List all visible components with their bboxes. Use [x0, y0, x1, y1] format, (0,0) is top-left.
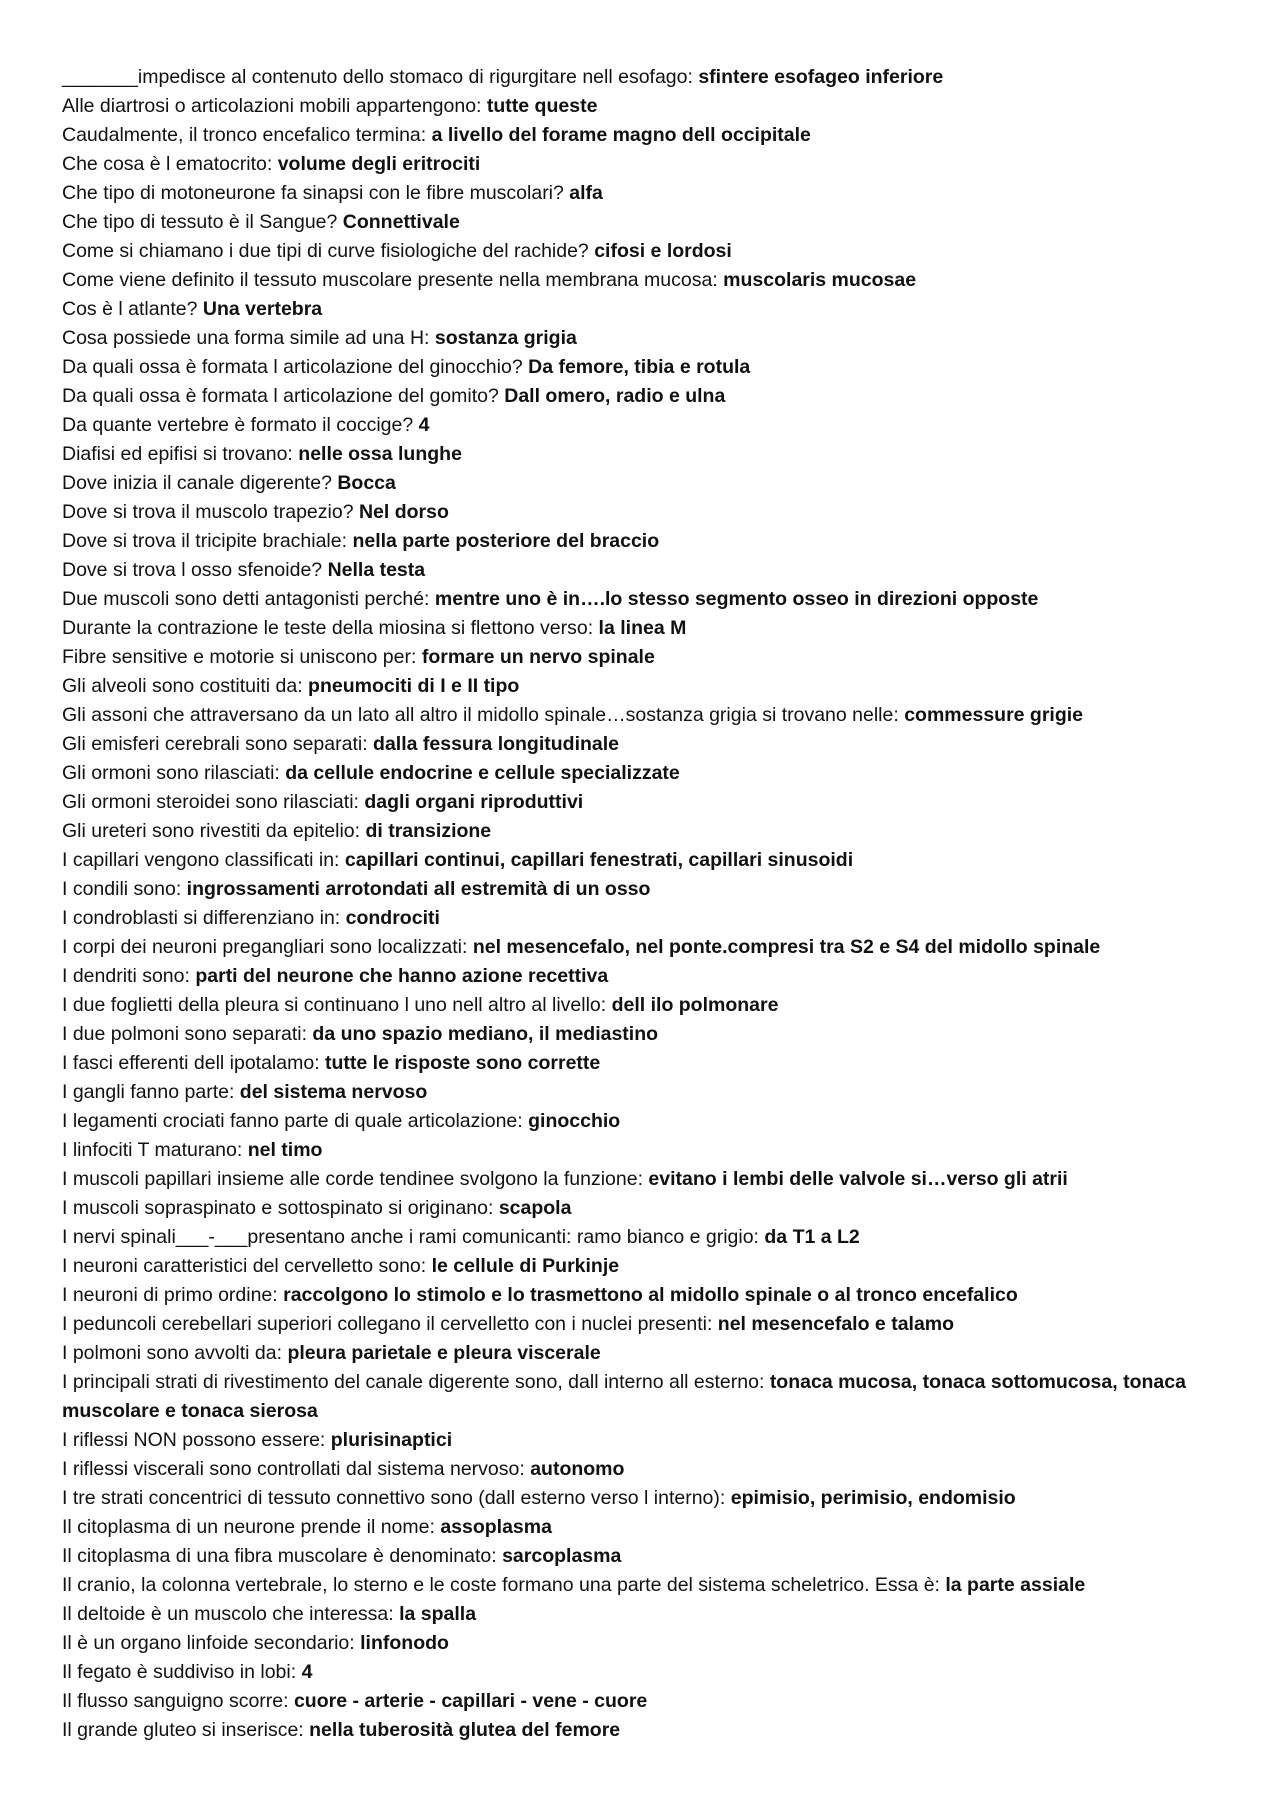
qa-line [62, 1136, 1272, 1165]
answer-text: epimisio, perimisio, endomisio [730, 1487, 1016, 1509]
question-text: Che tipo di motoneurone fa sinapsi con le fibre muscolari? [62, 182, 570, 204]
question-text: Da quali ossa è formata l articolazione del ginocchio? [62, 356, 529, 378]
answer-text: da cellule endocrine e cellule specializzate [285, 762, 680, 784]
qa-line [62, 1426, 1272, 1455]
qa-line [62, 121, 1272, 150]
question-text: I tre strati concentrici di tessuto connettivo sono (dall esterno verso l interno): [62, 1487, 731, 1509]
qa-line [62, 1252, 1272, 1281]
question-text: Che tipo di tessuto è il Sangue? [62, 211, 343, 233]
answer-text: di transizione [365, 820, 492, 842]
question-text: Caudalmente, il tronco encefalico termina: [62, 124, 432, 146]
qa-line [62, 1600, 1272, 1629]
answer-text: Una vertebra [202, 298, 323, 320]
qa-line [62, 904, 1272, 933]
question-text: Gli ormoni sono rilasciati: [62, 762, 286, 784]
question-text: I peduncoli cerebellari superiori collegano il cervelletto con i nuclei presenti: [62, 1313, 718, 1335]
answer-text: assoplasma [440, 1516, 552, 1538]
question-text: Gli emisferi cerebrali sono separati: [62, 733, 374, 755]
answer-text: ingrossamenti arrotondati all estremità di un osso [186, 878, 651, 900]
qa-line [62, 1658, 1272, 1687]
question-text: I principali strati di rivestimento del canale digerente sono, dall interno all esterno: [62, 1371, 770, 1393]
qa-line [62, 1484, 1272, 1513]
answer-text: 4 [418, 414, 430, 436]
answer-text: sostanza grigia [434, 327, 577, 349]
qa-line [62, 1310, 1272, 1339]
answer-text: nel timo [247, 1139, 323, 1161]
qa-line [62, 498, 1272, 527]
question-text: Gli alveoli sono costituiti da: [62, 675, 309, 697]
question-text: Dove si trova il tricipite brachiale: [62, 530, 353, 552]
question-text: Dove inizia il canale digerente? [62, 472, 338, 494]
answer-text: mentre uno è in….lo stesso segmento osseo in direzioni opposte [434, 588, 1039, 610]
qa-line [62, 353, 1272, 382]
qa-line [62, 585, 1272, 614]
qa-line [62, 1542, 1272, 1571]
answer-text: del sistema nervoso [239, 1081, 428, 1103]
qa-line [62, 1049, 1272, 1078]
question-text: I due foglietti della pleura si continuano l uno nell altro al livello: [62, 994, 612, 1016]
question-text: Come si chiamano i due tipi di curve fisiologiche del rachide? [62, 240, 595, 262]
question-text: Alle diartrosi o articolazioni mobili appartengono: [62, 95, 487, 117]
question-text: I polmoni sono avvolti da: [62, 1342, 288, 1364]
qa-line [62, 63, 1272, 92]
qa-line [62, 1020, 1272, 1049]
qa-line [62, 1455, 1272, 1484]
question-text: I legamenti crociati fanno parte di quale articolazione: [62, 1110, 529, 1132]
qa-line [62, 1629, 1272, 1658]
answer-text: pneumociti di I e II tipo [308, 675, 520, 697]
qa-line [62, 1513, 1272, 1542]
answer-text: 4 [301, 1661, 313, 1683]
answer-text: tutte queste [486, 95, 598, 117]
answer-text: tonaca mucosa, tonaca sottomucosa, tonaca muscolare e tonaca sierosa [62, 1371, 1186, 1422]
answer-text: dell ilo polmonare [611, 994, 779, 1016]
qa-line [62, 991, 1272, 1020]
question-text: Il flusso sanguigno scorre: [62, 1690, 294, 1712]
qa-line [62, 1281, 1272, 1310]
qa-line [62, 556, 1272, 585]
question-text: I fasci efferenti dell ipotalamo: [62, 1052, 326, 1074]
answer-text: condrociti [345, 907, 440, 929]
answer-text: alfa [569, 182, 603, 204]
qa-line [62, 730, 1272, 759]
answer-text: dalla fessura longitudinale [373, 733, 620, 755]
answer-text: Nella testa [327, 559, 426, 581]
answer-text: nelle ossa lunghe [298, 443, 462, 465]
answer-text: linfonodo [360, 1632, 449, 1654]
answer-text: parti del neurone che hanno azione recettiva [195, 965, 609, 987]
qa-line [62, 643, 1272, 672]
qa-line [62, 1687, 1272, 1716]
answer-text: ginocchio [528, 1110, 621, 1132]
answer-text: nella parte posteriore del braccio [352, 530, 660, 552]
answer-text: Da femore, tibia e rotula [528, 356, 751, 378]
question-text: Come viene definito il tessuto muscolare presente nella membrana mucosa: [62, 269, 724, 291]
question-text: I riflessi NON possono essere: [62, 1429, 331, 1451]
qa-line [62, 933, 1272, 962]
question-text: Dove si trova l osso sfenoide? [62, 559, 328, 581]
answer-text: da T1 a L2 [764, 1226, 860, 1248]
answer-text: la parte assiale [945, 1574, 1086, 1596]
question-text: I riflessi viscerali sono controllati dal sistema nervoso: [62, 1458, 531, 1480]
qa-line [62, 382, 1272, 411]
qa-line [62, 962, 1272, 991]
question-text: Il deltoide è un muscolo che interessa: [62, 1603, 400, 1625]
question-text: Diafisi ed epifisi si trovano: [62, 443, 299, 465]
qa-line [62, 179, 1272, 208]
answer-text: Connettivale [342, 211, 460, 233]
qa-line [62, 1571, 1272, 1600]
qa-line [62, 1716, 1272, 1745]
question-text: Gli ormoni steroidei sono rilasciati: [62, 791, 365, 813]
question-text: Durante la contrazione le teste della miosina si flettono verso: [62, 617, 599, 639]
qa-line [62, 469, 1272, 498]
answer-text: nella tuberosità glutea del femore [309, 1719, 621, 1741]
answer-text: commessure grigie [904, 704, 1084, 726]
question-text: Il citoplasma di un neurone prende il nome: [62, 1516, 441, 1538]
qa-line [62, 1107, 1272, 1136]
question-text: Gli ureteri sono rivestiti da epitelio: [62, 820, 366, 842]
qa-line [62, 411, 1272, 440]
qa-line [62, 875, 1272, 904]
qa-line [62, 440, 1272, 469]
question-text: I capillari vengono classificati in: [62, 849, 345, 871]
question-text: Fibre sensitive e motorie si uniscono per: [62, 646, 422, 668]
answer-text: Bocca [337, 472, 396, 494]
answer-text: a livello del forame magno dell occipitale [431, 124, 811, 146]
question-text: _______impedisce al contenuto dello stomaco di rigurgitare nell esofago: [62, 66, 699, 88]
answer-text: raccolgono lo stimolo e lo trasmettono al midollo spinale o al tronco encefalico [283, 1284, 1018, 1306]
answer-text: formare un nervo spinale [421, 646, 655, 668]
qa-line [62, 701, 1272, 730]
qa-line [62, 324, 1272, 353]
question-text: Da quali ossa è formata l articolazione del gomito? [62, 385, 505, 407]
question-text: Da quante vertebre è formato il coccige? [62, 414, 419, 436]
answer-text: volume degli eritrociti [277, 153, 481, 175]
qa-line [62, 1165, 1272, 1194]
question-text: I corpi dei neuroni pregangliari sono localizzati: [62, 936, 473, 958]
question-text: I condroblasti si differenziano in: [62, 907, 346, 929]
answer-text: pleura parietale e pleura viscerale [287, 1342, 601, 1364]
qa-line [62, 672, 1272, 701]
qa-line [62, 759, 1272, 788]
qa-line [62, 1078, 1272, 1107]
qa-line [62, 1194, 1272, 1223]
question-text: I due polmoni sono separati: [62, 1023, 313, 1045]
answer-text: le cellule di Purkinje [431, 1255, 620, 1277]
answer-text: cifosi e lordosi [594, 240, 732, 262]
answer-text: la linea M [598, 617, 687, 639]
qa-line [62, 266, 1272, 295]
qa-line [62, 208, 1272, 237]
question-text: I dendriti sono: [62, 965, 196, 987]
question-text: I muscoli papillari insieme alle corde tendinee svolgono la funzione: [62, 1168, 649, 1190]
qa-line [62, 1223, 1272, 1252]
question-text: I neuroni caratteristici del cervelletto sono: [62, 1255, 432, 1277]
answer-text: dagli organi riproduttivi [364, 791, 584, 813]
qa-line [62, 614, 1272, 643]
question-text: Cos è l atlante? [62, 298, 203, 320]
question-text: Il è un organo linfoide secondario: [62, 1632, 361, 1654]
answer-text: capillari continui, capillari fenestrati, capillari sinusoidi [344, 849, 854, 871]
qa-line [62, 92, 1272, 121]
answer-text: scapola [498, 1197, 572, 1219]
question-text: Il grande gluteo si inserisce: [62, 1719, 310, 1741]
answer-text: nel mesencefalo, nel ponte.compresi tra S2 e S4 del midollo spinale [472, 936, 1101, 958]
qa-line [62, 817, 1272, 846]
qa-line [62, 1339, 1272, 1368]
question-text: Gli assoni che attraversano da un lato all altro il midollo spinale…sostanza grigia si trovano nelle: [62, 704, 905, 726]
question-text: Il citoplasma di una fibra muscolare è denominato: [62, 1545, 503, 1567]
answer-text: autonomo [530, 1458, 625, 1480]
answer-text: sfintere esofageo inferiore [698, 66, 944, 88]
qa-line [62, 788, 1272, 817]
answer-text: da uno spazio mediano, il mediastino [312, 1023, 659, 1045]
answer-text: evitano i lembi delle valvole si…verso gli atrii [648, 1168, 1068, 1190]
question-text: I linfociti T maturano: [62, 1139, 248, 1161]
question-text: Cosa possiede una forma simile ad una H: [62, 327, 435, 349]
qa-line [62, 150, 1272, 179]
question-text: Il fegato è suddiviso in lobi: [62, 1661, 302, 1683]
answer-text: nel mesencefalo e talamo [717, 1313, 955, 1335]
qa-line [62, 237, 1272, 266]
qa-line [62, 295, 1272, 324]
question-text: I nervi spinali___-___presentano anche i rami comunicanti: ramo bianco e grigio: [62, 1226, 765, 1248]
question-text: Che cosa è l ematocrito: [62, 153, 278, 175]
answer-text: la spalla [399, 1603, 477, 1625]
question-text: I gangli fanno parte: [62, 1081, 240, 1103]
question-text: I neuroni di primo ordine: [62, 1284, 284, 1306]
answer-text: muscolaris mucosae [723, 269, 917, 291]
qa-line [62, 846, 1272, 875]
qa-line [62, 527, 1272, 556]
question-text: I muscoli sopraspinato e sottospinato si originano: [62, 1197, 499, 1219]
question-text: Due muscoli sono detti antagonisti perché: [62, 588, 435, 610]
question-text: I condili sono: [62, 878, 187, 900]
answer-text: Nel dorso [358, 501, 449, 523]
document-page [62, 63, 1272, 1745]
answer-text: sarcoplasma [502, 1545, 622, 1567]
question-text: Dove si trova il muscolo trapezio? [62, 501, 359, 523]
answer-text: plurisinaptici [330, 1429, 453, 1451]
answer-text: Dall omero, radio e ulna [504, 385, 726, 407]
answer-text: tutte le risposte sono corrette [325, 1052, 601, 1074]
qa-line [62, 1368, 1202, 1426]
answer-text: cuore - arterie - capillari - vene - cuore [293, 1690, 648, 1712]
question-text: Il cranio, la colonna vertebrale, lo sterno e le coste formano una parte del sistema scheletrico. Essa è: [62, 1574, 946, 1596]
